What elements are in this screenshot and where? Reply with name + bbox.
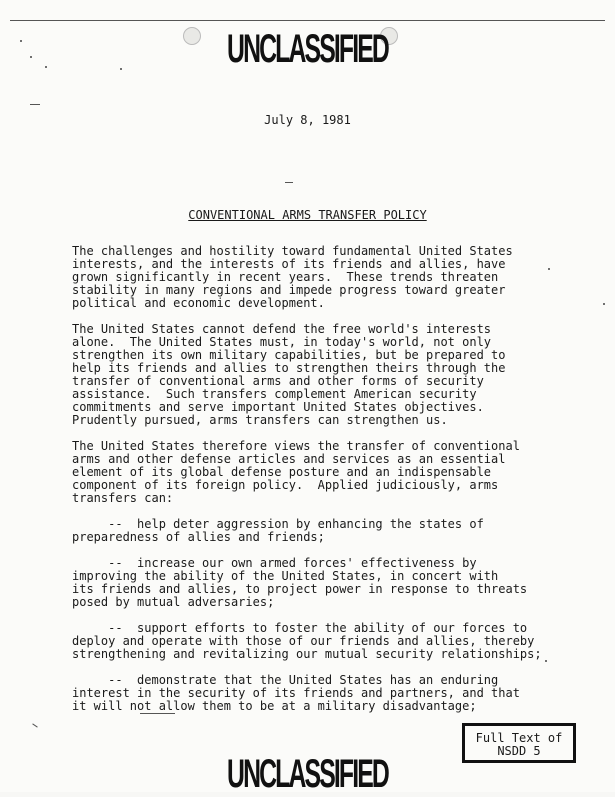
scan-dot: [545, 660, 547, 662]
paragraph: The challenges and hostility toward fundamental United States interests, and the interests of its friends and allies, have grown significantly in recent years. These trends threaten stability in many regions and impede progress toward greater political and economic development.: [72, 244, 513, 310]
document-date: July 8, 1981: [264, 113, 351, 127]
scan-mark: [30, 104, 40, 105]
scan-mark: [285, 182, 293, 183]
footer-box-line2: NSDD 5: [497, 744, 541, 758]
scan-mark: [140, 713, 175, 714]
bullet-item: -- help deter aggression by enhancing the states of preparedness of allies and friends;: [72, 517, 484, 544]
bullet-item: -- support efforts to foster the ability of our forces to deploy and operate with those of our friends and allies, thereby strengthening and revitalizing our mutual security relationships;: [72, 621, 542, 661]
bullet-item: -- demonstrate that the United States has an enduring interest in the security of its friends and partners, and that it will not allow them to be at a military disadvantage;: [72, 673, 520, 713]
footer-box-line1: Full Text of: [475, 731, 563, 745]
paragraph: The United States therefore views the transfer of conventional arms and other defense articles and services as an essential element of its global defense posture and an indispensable component of its foreign policy. Applied judiciously, arms transfers can:: [72, 439, 520, 505]
classification-stamp-bottom: UNCLASSIFIED: [227, 752, 388, 796]
scan-dot: [20, 40, 22, 42]
bullet-item: -- increase our own armed forces' effectiveness by improving the ability of the United States, in concert with its friends and allies, to project power in response to threats posed by mutual adversaries;: [72, 556, 528, 609]
scan-dot: [120, 68, 122, 70]
scan-dot: [603, 303, 605, 305]
top-border-line: [10, 20, 605, 21]
scan-dot: [45, 66, 47, 68]
classification-stamp-top: UNCLASSIFIED: [227, 27, 388, 71]
scan-dot: [548, 268, 550, 270]
document-title: CONVENTIONAL ARMS TRANSFER POLICY: [188, 208, 427, 222]
paragraph: The United States cannot defend the free world's interests alone. The United States must, in today's world, not only strengthen its own military capabilities, but be prepared to help its friends and allies to strengthen theirs through the transfer of conventional arms and other forms of security assistance. Such transfers complement American security commitments and serve important United States objectives. Prudently pursued, arms transfers can strengthen us.: [72, 322, 506, 427]
scan-dot: [30, 56, 32, 58]
scan-mark: [32, 723, 37, 727]
document-body: [72, 245, 552, 726]
